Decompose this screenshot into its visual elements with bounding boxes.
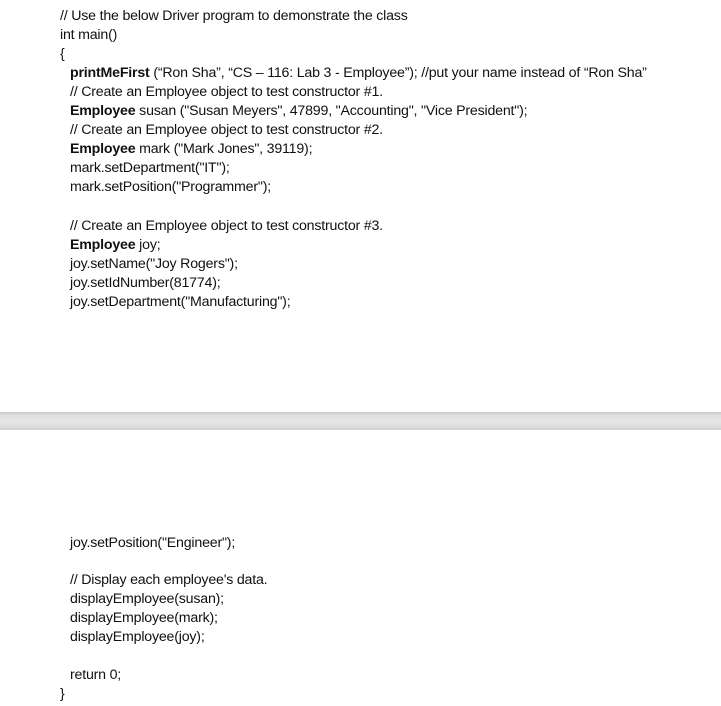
susan-args: susan ("Susan Meyers", 47899, "Accounting", "Vice President");	[135, 103, 528, 119]
mark-set-department: mark.setDepartment("IT");	[70, 160, 230, 176]
close-brace: }	[60, 686, 65, 702]
comment-display: // Display each employee's data.	[70, 572, 268, 588]
mark-args: mark ("Mark Jones", 39119);	[135, 141, 313, 157]
page-break-divider	[0, 412, 721, 430]
mark-type: Employee	[70, 141, 136, 157]
comment-constructor-2: // Create an Employee object to test constructor #2.	[70, 122, 383, 138]
joy-set-id-number: joy.setIdNumber(81774);	[70, 275, 221, 291]
mark-declaration	[70, 140, 312, 158]
joy-set-name: joy.setName("Joy Rogers");	[70, 256, 238, 272]
display-mark: displayEmployee(mark);	[70, 610, 218, 626]
joy-declaration	[70, 236, 160, 254]
open-brace: {	[60, 46, 65, 62]
print-me-first-line	[70, 64, 647, 82]
comment-constructor-3: // Create an Employee object to test constructor #3.	[70, 218, 383, 234]
joy-type: Employee	[70, 237, 136, 253]
document-page-bottom	[0, 430, 721, 706]
header-comment: // Use the below Driver program to demonstrate the class	[60, 8, 408, 24]
display-joy: displayEmployee(joy);	[70, 629, 205, 645]
display-susan: displayEmployee(susan);	[70, 591, 224, 607]
joy-var: joy;	[135, 237, 161, 253]
print-fn-args: (“Ron Sha”, “CS – 116: Lab 3 - Employee”); //put your name instead of “Ron Sha”	[149, 65, 647, 81]
main-signature: int main()	[60, 27, 118, 43]
susan-declaration	[70, 102, 527, 120]
susan-type: Employee	[70, 103, 136, 119]
return-statement: return 0;	[70, 667, 122, 683]
joy-set-position: joy.setPosition("Engineer");	[70, 535, 236, 551]
comment-constructor-1: // Create an Employee object to test constructor #1.	[70, 84, 383, 100]
joy-set-department: joy.setDepartment("Manufacturing");	[70, 294, 291, 310]
mark-set-position: mark.setPosition("Programmer");	[70, 179, 271, 195]
print-fn-name: printMeFirst	[70, 65, 150, 81]
